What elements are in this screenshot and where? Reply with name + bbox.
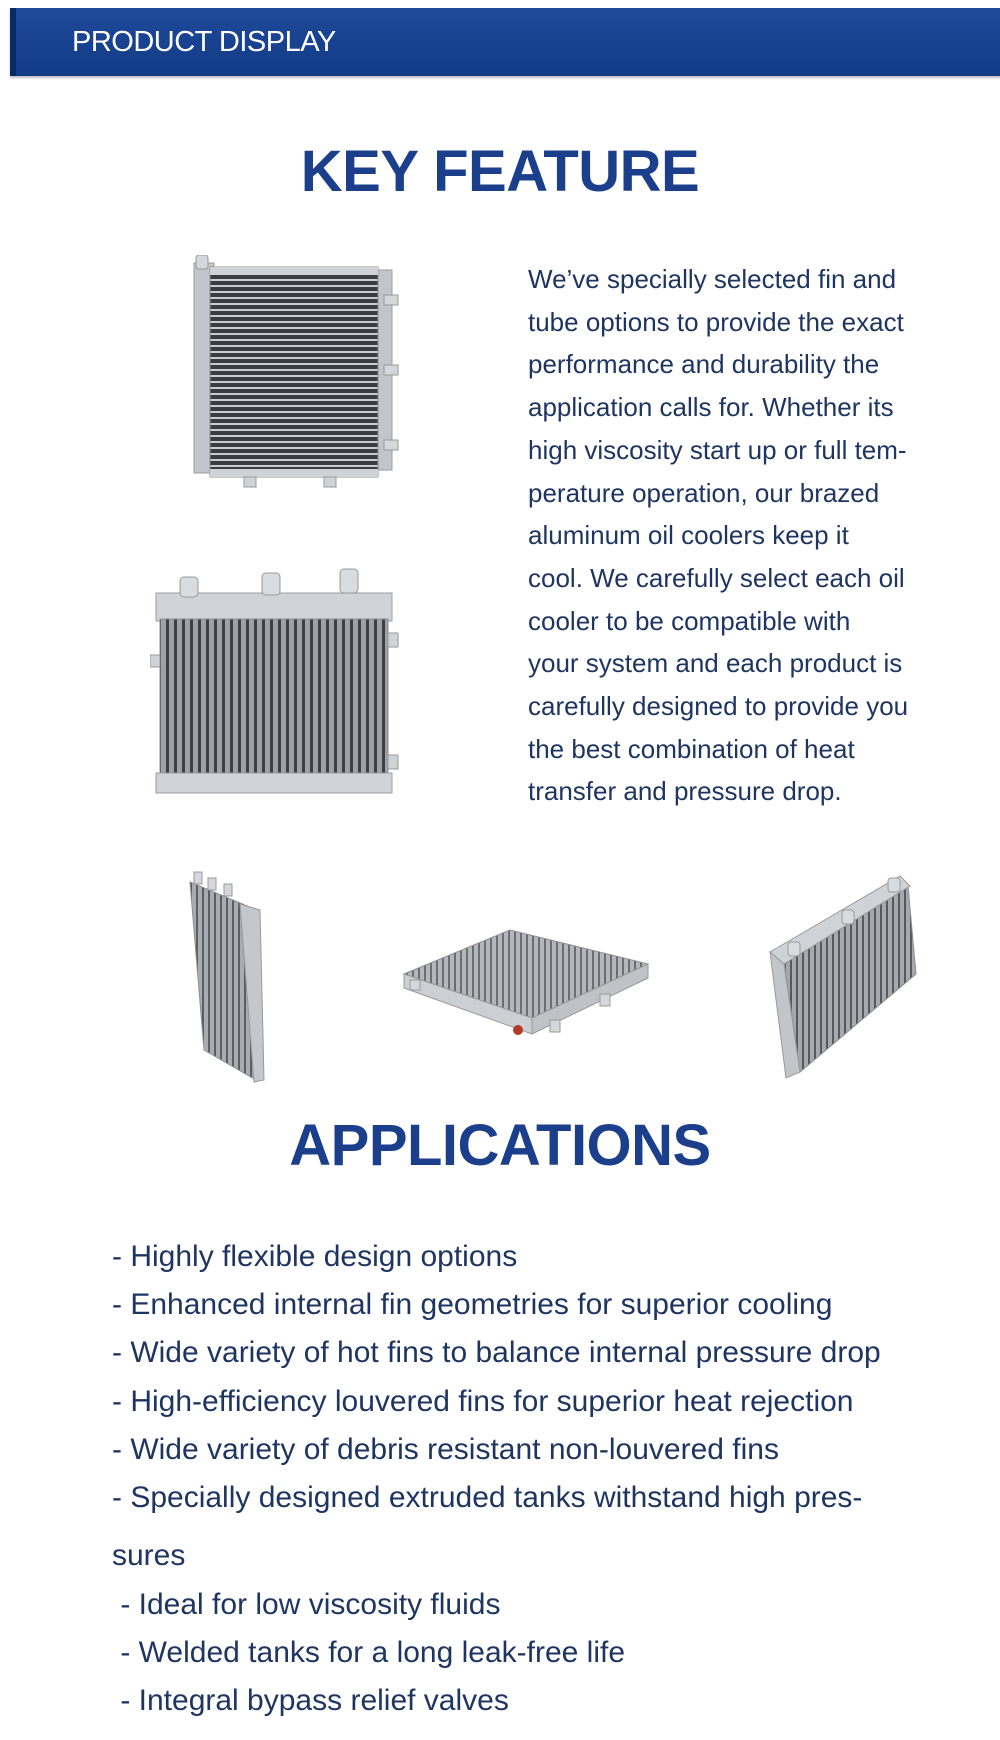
product-image-tilted-left	[184, 870, 279, 1090]
product-image-front	[184, 255, 406, 490]
feature-line: cool. We carefully select each oil	[528, 562, 905, 593]
application-item: - Wide variety of debris resistant non-louvered fins	[112, 1433, 779, 1466]
application-item: - High-efficiency louvered fins for superior heat rejection	[112, 1385, 854, 1418]
application-item: - Specially designed extruded tanks withstand high pres-	[112, 1481, 863, 1514]
product-image-angled	[150, 563, 400, 803]
feature-line: tube options to provide the exact	[528, 306, 904, 337]
feature-line: your system and each product is	[528, 648, 903, 679]
application-item: - Ideal for low viscosity fluids	[112, 1588, 501, 1621]
key-feature-title: KEY FEATURE	[300, 139, 700, 204]
application-item: - Wide variety of hot fins to balance internal pressure drop	[112, 1336, 881, 1369]
application-item: - Enhanced internal fin geometries for superior cooling	[112, 1288, 833, 1321]
section-header-title: PRODUCT DISPLAY	[72, 26, 336, 58]
feature-line: performance and durability the	[528, 349, 880, 380]
section-header-bar	[10, 8, 1000, 76]
feature-line: application calls for. Whether its	[528, 392, 894, 423]
applications-title: APPLICATIONS	[289, 1113, 711, 1178]
feature-line: high viscosity start up or full tem-	[528, 434, 907, 465]
feature-line: aluminum oil coolers keep it	[528, 520, 849, 551]
application-item: sures	[112, 1539, 186, 1572]
application-item: - Highly flexible design options	[112, 1240, 518, 1273]
feature-line: cooler to be compatible with	[528, 605, 851, 636]
product-image-flat	[400, 920, 652, 1050]
product-image-tilted-right	[760, 864, 925, 1089]
application-item: - Integral bypass relief valves	[112, 1684, 509, 1717]
feature-line: carefully designed to provide you	[528, 691, 909, 722]
feature-line: the best combination of heat	[528, 733, 855, 764]
feature-line: We’ve specially selected fin and	[528, 264, 897, 294]
feature-line: transfer and pressure drop.	[528, 776, 842, 807]
application-item: - Welded tanks for a long leak-free life	[112, 1636, 626, 1669]
key-feature-description	[528, 258, 958, 813]
feature-line: perature operation, our brazed	[528, 477, 880, 508]
